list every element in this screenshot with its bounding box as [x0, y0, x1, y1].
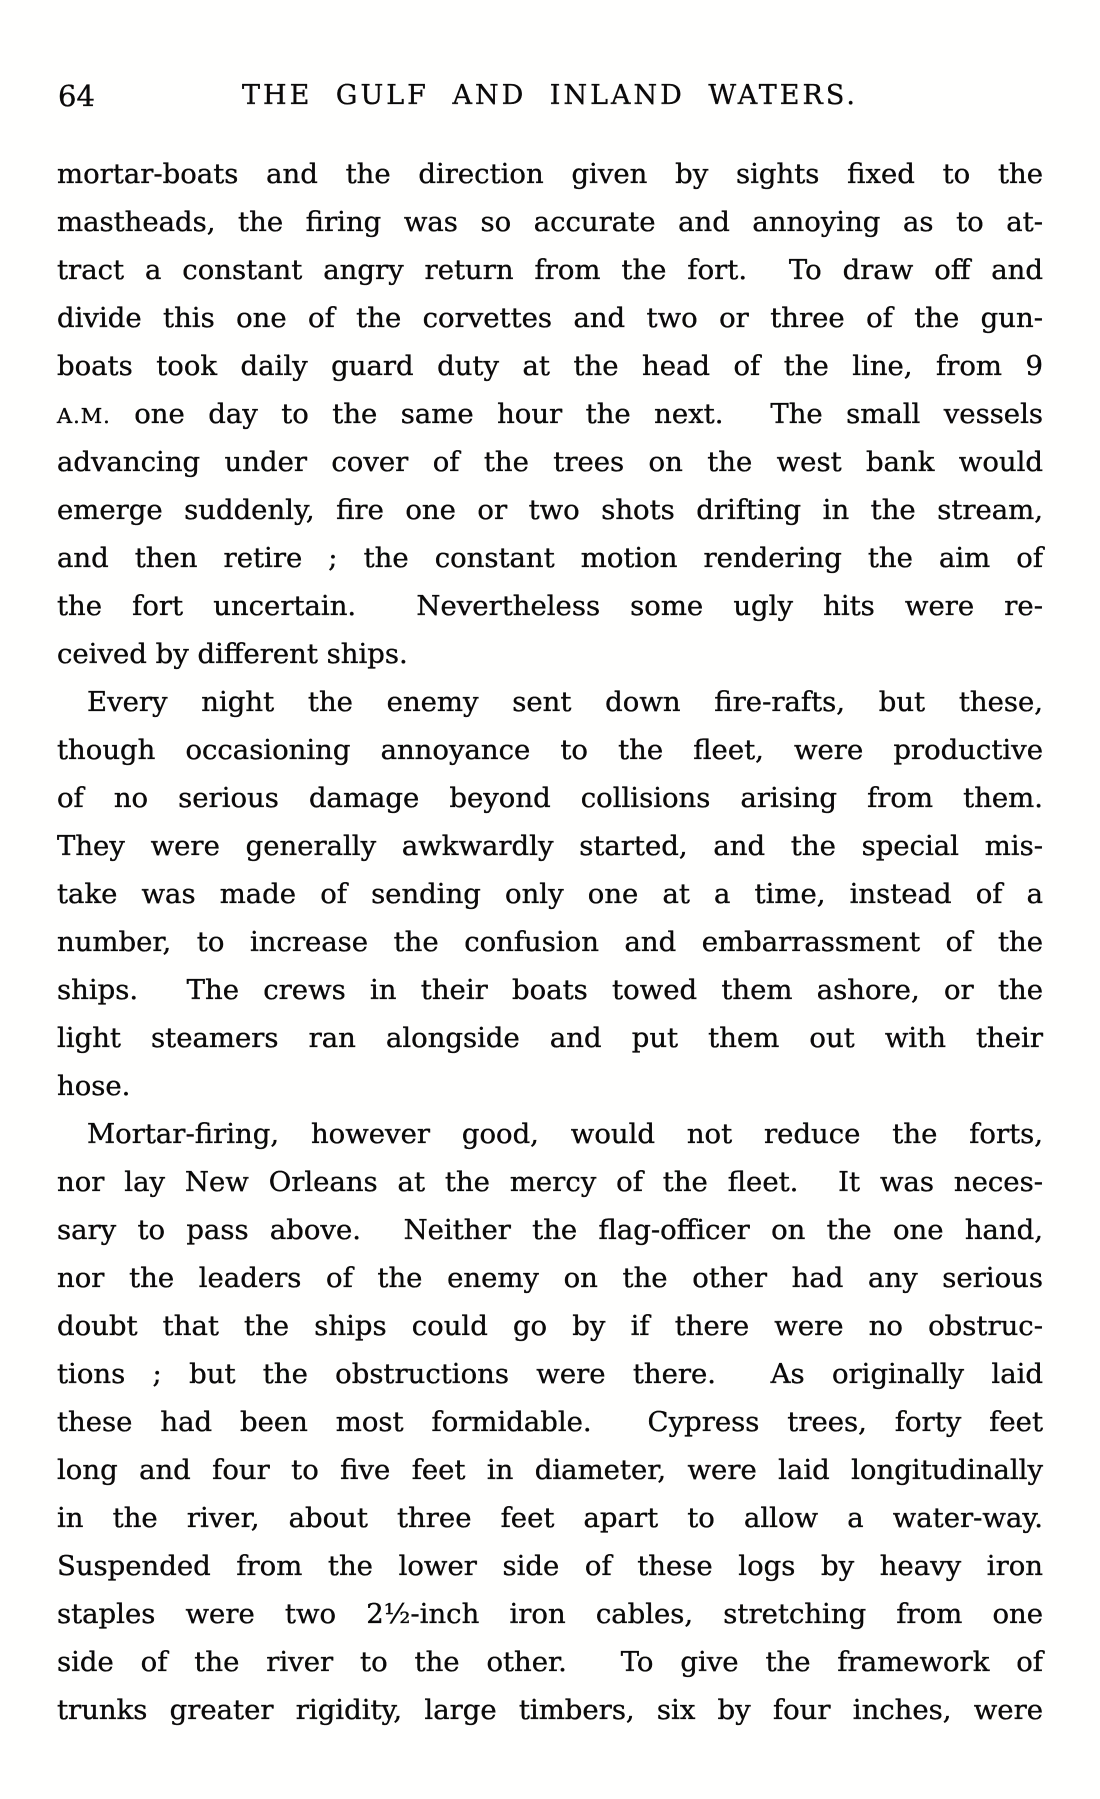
text-line: light steamers ran alongside and put them out with their [57, 1022, 1043, 1054]
text-line: take was made of sending only one at a time, instead of a [57, 878, 1043, 910]
text-line: boats took daily guard duty at the head of the line, from 9 [57, 350, 1043, 382]
text-line: They were generally awkwardly started, and the special mis- [57, 830, 1043, 862]
text-line: hose. [57, 1070, 131, 1102]
text-line: Mortar-firing, however good, would not reduce the forts, [87, 1118, 1043, 1150]
text-line: sary to pass above. Neither the flag-officer on the one hand, [57, 1214, 1043, 1246]
text-line: tract a constant angry return from the fort. To draw off and [57, 254, 1043, 286]
text-line: the fort uncertain. Nevertheless some ugly hits were re- [57, 590, 1043, 622]
text-line: number, to increase the confusion and embarrassment of the [57, 926, 1043, 958]
text-line: nor the leaders of the enemy on the other had any serious [57, 1262, 1043, 1294]
text-line: side of the river to the other. To give the framework of [57, 1646, 1043, 1678]
text-line: divide this one of the corvettes and two or three of the gun- [57, 302, 1043, 334]
text-line: ships. The crews in their boats towed them ashore, or the [57, 974, 1043, 1006]
body-text [57, 150, 1043, 1734]
text-line: trunks greater rigidity, large timbers, six by four inches, were [57, 1694, 1043, 1726]
text-line: mastheads, the firing was so accurate and annoying as to at- [57, 206, 1043, 238]
text-line: tions ; but the obstructions were there. As originally laid [57, 1358, 1043, 1390]
text-line: advancing under cover of the trees on the west bank would [57, 446, 1043, 478]
text-line: in the river, about three feet apart to allow a water-way. [57, 1502, 1043, 1534]
text-line: Every night the enemy sent down fire-rafts, but these, [87, 686, 1043, 718]
text-line: ceived by different ships. [57, 638, 408, 670]
page-header [0, 76, 1100, 116]
text-line: of no serious damage beyond collisions arising from them. [57, 782, 1043, 814]
text-line: staples were two 2½-inch iron cables, stretching from one [57, 1598, 1043, 1630]
text-line: these had been most formidable. Cypress trees, forty feet [57, 1406, 1043, 1438]
text-line: long and four to five feet in diameter, were laid longitudinally [57, 1454, 1043, 1486]
text-line: mortar-boats and the direction given by sights fixed to the [57, 158, 1043, 190]
text-line: emerge suddenly, fire one or two shots drifting in the stream, [57, 494, 1043, 526]
text-line: Suspended from the lower side of these logs by heavy iron [57, 1550, 1043, 1582]
text-line: doubt that the ships could go by if there were no obstruc- [57, 1310, 1043, 1342]
text-line: though occasioning annoyance to the fleet, were productive [57, 734, 1043, 766]
text-line: A.M. one day to the same hour the next. The small vessels [57, 398, 1043, 430]
running-title: THE GULF AND INLAND WATERS. [242, 80, 858, 111]
text-line: and then retire ; the constant motion rendering the aim of [57, 542, 1043, 574]
page-number: 64 [58, 79, 95, 113]
text-line: nor lay New Orleans at the mercy of the fleet. It was neces- [57, 1166, 1043, 1198]
small-caps-abbreviation: A.M. [57, 404, 111, 428]
